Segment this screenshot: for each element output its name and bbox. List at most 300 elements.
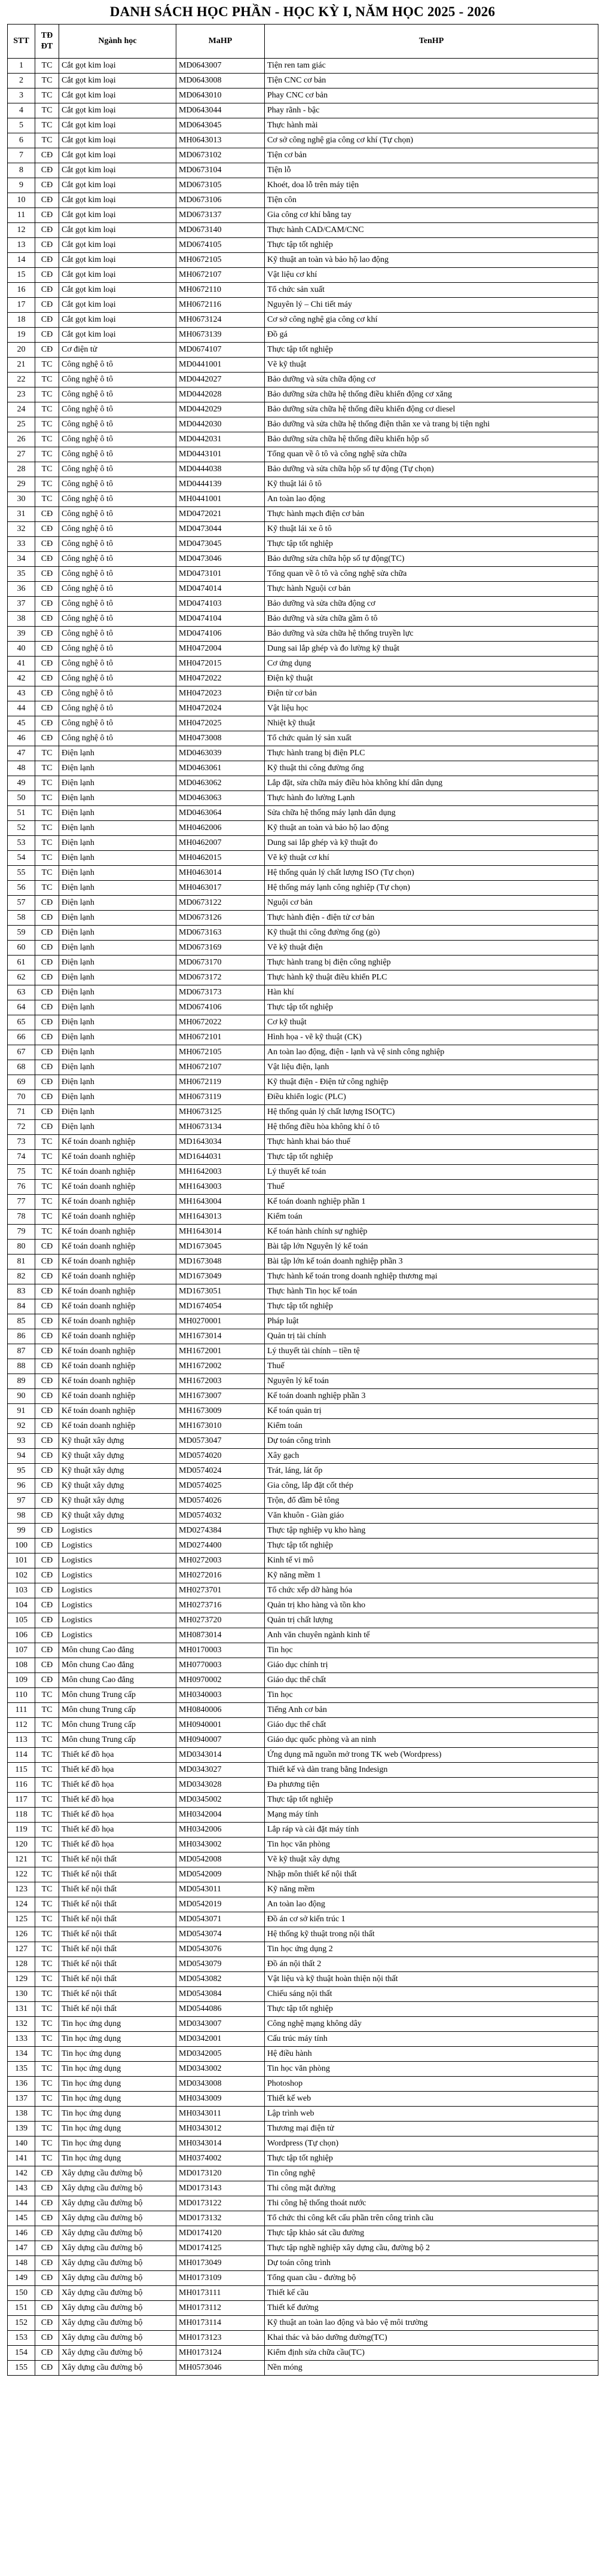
course-name-cell: Thực tập tốt nghiệp xyxy=(265,2151,598,2166)
course-name-cell: Tin học xyxy=(265,1688,598,1703)
major-cell: Công nghệ ô tô xyxy=(59,522,176,537)
major-cell: Công nghệ ô tô xyxy=(59,358,176,373)
major-cell: Điện lạnh xyxy=(59,881,176,896)
course-code-cell: MH0272003 xyxy=(176,1553,265,1568)
course-code-cell: MH1672003 xyxy=(176,1374,265,1389)
level-cell: TC xyxy=(35,2092,59,2107)
level-cell: CĐ xyxy=(35,507,59,522)
course-code-cell: MD0674105 xyxy=(176,238,265,253)
course-name-cell: Tin công nghệ xyxy=(265,2166,598,2181)
course-code-cell: MD0173132 xyxy=(176,2211,265,2226)
course-name-cell: Lắp ráp và cài đặt máy tính xyxy=(265,1823,598,1838)
course-code-cell: MD0673170 xyxy=(176,956,265,970)
level-cell: TC xyxy=(35,1912,59,1927)
table-row xyxy=(8,387,598,402)
course-name-cell: An toàn lao động xyxy=(265,492,598,507)
major-cell: Kế toán doanh nghiệp xyxy=(59,1299,176,1314)
course-code-cell: MD1674054 xyxy=(176,1299,265,1314)
table-row xyxy=(8,1778,598,1793)
major-cell: Công nghệ ô tô xyxy=(59,552,176,567)
table-row xyxy=(8,1509,598,1524)
level-cell: TC xyxy=(35,1927,59,1942)
course-name-cell: Thực tập tốt nghiệp xyxy=(265,537,598,552)
table-row xyxy=(8,2301,598,2316)
major-cell: Công nghệ ô tô xyxy=(59,612,176,627)
level-cell: CĐ xyxy=(35,1284,59,1299)
table-row xyxy=(8,1210,598,1225)
table-row xyxy=(8,1479,598,1494)
stt-cell: 86 xyxy=(8,1329,35,1344)
course-code-cell: MH0273716 xyxy=(176,1598,265,1613)
table-row xyxy=(8,956,598,970)
stt-cell: 151 xyxy=(8,2301,35,2316)
table-row xyxy=(8,881,598,896)
course-code-cell: MH0343011 xyxy=(176,2107,265,2122)
major-cell: Môn chung Trung cấp xyxy=(59,1733,176,1748)
course-name-cell: Thiết kế cầu xyxy=(265,2286,598,2301)
course-code-cell: MD0643007 xyxy=(176,59,265,74)
level-cell: CĐ xyxy=(35,1419,59,1434)
table-row xyxy=(8,268,598,283)
course-code-cell: MH0940007 xyxy=(176,1733,265,1748)
level-cell: TC xyxy=(35,477,59,492)
table-row xyxy=(8,2137,598,2151)
level-cell: TC xyxy=(35,1867,59,1882)
major-cell: Thiết kế nội thất xyxy=(59,2002,176,2017)
table-row xyxy=(8,328,598,343)
level-cell: CĐ xyxy=(35,1598,59,1613)
major-cell: Thiết kế đồ họa xyxy=(59,1748,176,1763)
major-cell: Công nghệ ô tô xyxy=(59,432,176,447)
course-code-cell: MH0173124 xyxy=(176,2346,265,2361)
major-cell: Kỹ thuật xây dựng xyxy=(59,1494,176,1509)
course-code-cell: MH0672101 xyxy=(176,1030,265,1045)
level-cell: TC xyxy=(35,402,59,417)
stt-cell: 136 xyxy=(8,2077,35,2092)
stt-cell: 18 xyxy=(8,313,35,328)
stt-cell: 13 xyxy=(8,238,35,253)
course-code-cell: MD0442027 xyxy=(176,373,265,387)
course-name-cell: Văn khuôn - Giàn giáo xyxy=(265,1509,598,1524)
stt-cell: 31 xyxy=(8,507,35,522)
major-cell: Cắt gọt kim loại xyxy=(59,133,176,148)
course-name-cell: Quản trị tài chính xyxy=(265,1329,598,1344)
major-cell: Thiết kế đồ họa xyxy=(59,1823,176,1838)
table-row xyxy=(8,118,598,133)
level-cell: TC xyxy=(35,1823,59,1838)
stt-cell: 80 xyxy=(8,1240,35,1255)
table-row xyxy=(8,926,598,941)
course-name-cell: Tiện ren tam giác xyxy=(265,59,598,74)
course-code-cell: MH1673014 xyxy=(176,1329,265,1344)
course-name-cell: Kiểm toán xyxy=(265,1419,598,1434)
level-cell: CĐ xyxy=(35,1105,59,1120)
major-cell: Cắt gọt kim loại xyxy=(59,193,176,208)
level-cell: CĐ xyxy=(35,1553,59,1568)
table-row xyxy=(8,612,598,627)
course-code-cell: MD0473044 xyxy=(176,522,265,537)
level-cell: CĐ xyxy=(35,1509,59,1524)
stt-cell: 124 xyxy=(8,1897,35,1912)
table-row xyxy=(8,1494,598,1509)
course-name-cell: Dung sai lắp ghép và kỹ thuật đo xyxy=(265,836,598,851)
level-cell: CĐ xyxy=(35,208,59,223)
major-cell: Thiết kế nội thất xyxy=(59,1912,176,1927)
table-row xyxy=(8,59,598,74)
stt-cell: 150 xyxy=(8,2286,35,2301)
stt-cell: 140 xyxy=(8,2137,35,2151)
course-code-cell: MD0472021 xyxy=(176,507,265,522)
major-cell: Logistics xyxy=(59,1628,176,1643)
table-row xyxy=(8,1838,598,1852)
stt-cell: 113 xyxy=(8,1733,35,1748)
major-cell: Tin học ứng dụng xyxy=(59,2077,176,2092)
course-code-cell: MH0342006 xyxy=(176,1823,265,1838)
course-name-cell: Giáo dục thể chất xyxy=(265,1718,598,1733)
course-name-cell: Vật liệu và kỹ thuật hoàn thiện nội thất xyxy=(265,1972,598,1987)
course-code-cell: MD0463062 xyxy=(176,776,265,791)
table-row xyxy=(8,2271,598,2286)
stt-cell: 36 xyxy=(8,582,35,597)
course-code-cell: MH0673139 xyxy=(176,328,265,343)
table-row xyxy=(8,642,598,657)
course-code-cell: MD0673172 xyxy=(176,970,265,985)
major-cell: Công nghệ ô tô xyxy=(59,657,176,672)
stt-cell: 39 xyxy=(8,627,35,642)
course-name-cell: Kế toán doanh nghiệp phần 3 xyxy=(265,1389,598,1404)
course-name-cell: Kỹ thuật lái ô tô xyxy=(265,477,598,492)
major-cell: Điện lạnh xyxy=(59,1120,176,1135)
stt-cell: 142 xyxy=(8,2166,35,2181)
major-cell: Xây dựng cầu đường bộ xyxy=(59,2241,176,2256)
stt-cell: 38 xyxy=(8,612,35,627)
course-name-cell: Thương mại điện tử xyxy=(265,2122,598,2137)
course-code-cell: MD0473101 xyxy=(176,567,265,582)
level-cell: TC xyxy=(35,1942,59,1957)
course-code-cell: MH0672022 xyxy=(176,1015,265,1030)
course-name-cell: Nền móng xyxy=(265,2361,598,2376)
table-row xyxy=(8,1987,598,2002)
stt-cell: 28 xyxy=(8,462,35,477)
major-cell: Cắt gọt kim loại xyxy=(59,208,176,223)
level-cell: CĐ xyxy=(35,597,59,612)
course-name-cell: Thực tập tốt nghiệp xyxy=(265,1299,598,1314)
course-code-cell: MD0543084 xyxy=(176,1987,265,2002)
level-cell: TC xyxy=(35,1808,59,1823)
stt-cell: 119 xyxy=(8,1823,35,1838)
table-row xyxy=(8,1284,598,1299)
course-name-cell: Photoshop xyxy=(265,2077,598,2092)
course-code-cell: MD0343028 xyxy=(176,1778,265,1793)
major-cell: Thiết kế nội thất xyxy=(59,1942,176,1957)
table-row xyxy=(8,417,598,432)
level-cell: CĐ xyxy=(35,1464,59,1479)
course-name-cell: Kỹ năng mềm xyxy=(265,1882,598,1897)
table-row xyxy=(8,1568,598,1583)
major-cell: Điện lạnh xyxy=(59,761,176,776)
course-name-cell: Kỹ thuật thi công đường ống xyxy=(265,761,598,776)
course-code-cell: MH0270001 xyxy=(176,1314,265,1329)
stt-cell: 12 xyxy=(8,223,35,238)
course-code-cell: MD0174120 xyxy=(176,2226,265,2241)
level-cell: TC xyxy=(35,1225,59,1240)
table-row xyxy=(8,1688,598,1703)
course-name-cell: Pháp luật xyxy=(265,1314,598,1329)
major-cell: Kế toán doanh nghiệp xyxy=(59,1255,176,1269)
course-code-cell: MD0474103 xyxy=(176,597,265,612)
level-cell: CĐ xyxy=(35,1568,59,1583)
major-cell: Điện lạnh xyxy=(59,985,176,1000)
stt-cell: 134 xyxy=(8,2047,35,2062)
course-name-cell: Thực hành khai báo thuế xyxy=(265,1135,598,1150)
stt-cell: 120 xyxy=(8,1838,35,1852)
table-row xyxy=(8,1419,598,1434)
level-cell: TC xyxy=(35,1778,59,1793)
table-row xyxy=(8,103,598,118)
table-row xyxy=(8,1389,598,1404)
table-row xyxy=(8,896,598,911)
major-cell: Cắt gọt kim loại xyxy=(59,268,176,283)
major-cell: Xây dựng cầu đường bộ xyxy=(59,2226,176,2241)
major-cell: Công nghệ ô tô xyxy=(59,387,176,402)
major-cell: Kế toán doanh nghiệp xyxy=(59,1389,176,1404)
course-name-cell: Tiện côn xyxy=(265,193,598,208)
course-name-cell: Công nghệ mạng không dây xyxy=(265,2017,598,2032)
major-cell: Điện lạnh xyxy=(59,1030,176,1045)
course-name-cell: Bảo dưỡng và sửa chữa hệ thống điện thân xe và trang bị tiện nghi xyxy=(265,417,598,432)
table-row xyxy=(8,2002,598,2017)
stt-cell: 24 xyxy=(8,402,35,417)
table-row xyxy=(8,477,598,492)
course-code-cell: MH0672116 xyxy=(176,298,265,313)
major-cell: Điện lạnh xyxy=(59,776,176,791)
level-cell: CĐ xyxy=(35,537,59,552)
course-name-cell: Gia công cơ khí bằng tay xyxy=(265,208,598,223)
stt-cell: 131 xyxy=(8,2002,35,2017)
table-row xyxy=(8,253,598,268)
course-name-cell: Thực tập tốt nghiệp xyxy=(265,2002,598,2017)
major-cell: Thiết kế đồ họa xyxy=(59,1808,176,1823)
level-cell: CĐ xyxy=(35,1404,59,1419)
major-cell: Điện lạnh xyxy=(59,851,176,866)
course-code-cell: MH0672110 xyxy=(176,283,265,298)
header-stt: STT xyxy=(8,25,35,59)
stt-cell: 105 xyxy=(8,1613,35,1628)
course-code-cell: MD0343014 xyxy=(176,1748,265,1763)
level-cell: CĐ xyxy=(35,1449,59,1464)
level-cell: CĐ xyxy=(35,686,59,701)
table-row xyxy=(8,1015,598,1030)
course-name-cell: Thi công mặt đường xyxy=(265,2181,598,2196)
table-row xyxy=(8,1748,598,1763)
course-code-cell: MH0673125 xyxy=(176,1105,265,1120)
table-row xyxy=(8,1658,598,1673)
course-name-cell: Thiết kế web xyxy=(265,2092,598,2107)
course-code-cell: MD0345002 xyxy=(176,1793,265,1808)
major-cell: Cắt gọt kim loại xyxy=(59,88,176,103)
stt-cell: 125 xyxy=(8,1912,35,1927)
stt-cell: 88 xyxy=(8,1359,35,1374)
course-name-cell: Nguyên lý kế toán xyxy=(265,1374,598,1389)
course-code-cell: MH0573046 xyxy=(176,2361,265,2376)
major-cell: Kỹ thuật xây dựng xyxy=(59,1449,176,1464)
course-code-cell: MD0543076 xyxy=(176,1942,265,1957)
table-row xyxy=(8,2316,598,2331)
course-name-cell: Đồ án cơ sở kiến trúc 1 xyxy=(265,1912,598,1927)
major-cell: Kỹ thuật xây dựng xyxy=(59,1464,176,1479)
course-name-cell: Bảo dưỡng và sửa chữa hộp số tự động (Tự chọn) xyxy=(265,462,598,477)
stt-cell: 70 xyxy=(8,1090,35,1105)
course-code-cell: MD0574026 xyxy=(176,1494,265,1509)
stt-cell: 102 xyxy=(8,1568,35,1583)
stt-cell: 129 xyxy=(8,1972,35,1987)
table-row xyxy=(8,1897,598,1912)
course-code-cell: MD0673137 xyxy=(176,208,265,223)
stt-cell: 108 xyxy=(8,1658,35,1673)
stt-cell: 77 xyxy=(8,1195,35,1210)
major-cell: Cắt gọt kim loại xyxy=(59,163,176,178)
level-cell: CĐ xyxy=(35,1000,59,1015)
course-name-cell: Kỹ thuật điện - Điện tử công nghiệp xyxy=(265,1075,598,1090)
table-row xyxy=(8,432,598,447)
major-cell: Điện lạnh xyxy=(59,1090,176,1105)
major-cell: Công nghệ ô tô xyxy=(59,447,176,462)
course-name-cell: Trộn, đổ đầm bê tông xyxy=(265,1494,598,1509)
major-cell: Công nghệ ô tô xyxy=(59,477,176,492)
course-name-cell: Thực hành CAD/CAM/CNC xyxy=(265,223,598,238)
level-cell: CĐ xyxy=(35,2226,59,2241)
level-cell: CĐ xyxy=(35,1494,59,1509)
table-row xyxy=(8,133,598,148)
course-name-cell: Tin học văn phòng xyxy=(265,1838,598,1852)
course-name-cell: Cơ sở công nghệ gia công cơ khí xyxy=(265,313,598,328)
table-row xyxy=(8,2047,598,2062)
level-cell: TC xyxy=(35,2107,59,2122)
level-cell: TC xyxy=(35,776,59,791)
stt-cell: 66 xyxy=(8,1030,35,1045)
course-name-cell: Tiện CNC cơ bản xyxy=(265,74,598,88)
level-cell: TC xyxy=(35,2047,59,2062)
stt-cell: 45 xyxy=(8,716,35,731)
stt-cell: 35 xyxy=(8,567,35,582)
course-code-cell: MH0462007 xyxy=(176,836,265,851)
stt-cell: 147 xyxy=(8,2241,35,2256)
major-cell: Điện lạnh xyxy=(59,1015,176,1030)
table-row xyxy=(8,1180,598,1195)
course-code-cell: MH0463014 xyxy=(176,866,265,881)
course-code-cell: MH0173123 xyxy=(176,2331,265,2346)
course-name-cell: Vật liệu cơ khí xyxy=(265,268,598,283)
level-cell: CĐ xyxy=(35,1583,59,1598)
stt-cell: 112 xyxy=(8,1718,35,1733)
course-name-cell: Cơ sở công nghệ gia công cơ khí (Tự chọn) xyxy=(265,133,598,148)
table-row xyxy=(8,911,598,926)
level-cell: TC xyxy=(35,1195,59,1210)
level-cell: CĐ xyxy=(35,1240,59,1255)
table-row xyxy=(8,1344,598,1359)
course-code-cell: MH0472024 xyxy=(176,701,265,716)
course-name-cell: Hệ thống quản lý chất lượng ISO(TC) xyxy=(265,1105,598,1120)
course-code-cell: MH0673134 xyxy=(176,1120,265,1135)
table-row xyxy=(8,163,598,178)
stt-cell: 109 xyxy=(8,1673,35,1688)
major-cell: Kế toán doanh nghiệp xyxy=(59,1225,176,1240)
stt-cell: 93 xyxy=(8,1434,35,1449)
level-cell: TC xyxy=(35,791,59,806)
major-cell: Xây dựng cầu đường bộ xyxy=(59,2256,176,2271)
course-code-cell: MD0463063 xyxy=(176,791,265,806)
level-cell: TC xyxy=(35,447,59,462)
course-code-cell: MD0643008 xyxy=(176,74,265,88)
table-row xyxy=(8,716,598,731)
stt-cell: 1 xyxy=(8,59,35,74)
stt-cell: 65 xyxy=(8,1015,35,1030)
course-name-cell: Vật liệu điện, lạnh xyxy=(265,1060,598,1075)
level-cell: TC xyxy=(35,417,59,432)
course-name-cell: Nguyên lý – Chi tiết máy xyxy=(265,298,598,313)
table-row xyxy=(8,1882,598,1897)
course-code-cell: MD0174125 xyxy=(176,2241,265,2256)
course-code-cell: MD0443101 xyxy=(176,447,265,462)
course-name-cell: Tổ chức quản lý sản xuất xyxy=(265,731,598,746)
major-cell: Điện lạnh xyxy=(59,956,176,970)
major-cell: Công nghệ ô tô xyxy=(59,716,176,731)
course-name-cell: Khai thác và bảo dưỡng đường(TC) xyxy=(265,2331,598,2346)
level-cell: CĐ xyxy=(35,223,59,238)
level-cell: CĐ xyxy=(35,2301,59,2316)
stt-cell: 68 xyxy=(8,1060,35,1075)
level-cell: TC xyxy=(35,821,59,836)
course-code-cell: MH1643013 xyxy=(176,1210,265,1225)
stt-cell: 49 xyxy=(8,776,35,791)
course-code-cell: MD0442031 xyxy=(176,432,265,447)
major-cell: Kế toán doanh nghiệp xyxy=(59,1165,176,1180)
table-row xyxy=(8,522,598,537)
course-code-cell: MD0463061 xyxy=(176,761,265,776)
level-cell: CĐ xyxy=(35,911,59,926)
table-row xyxy=(8,1105,598,1120)
level-cell: CĐ xyxy=(35,343,59,358)
course-name-cell: Thực tập tốt nghiệp xyxy=(265,1793,598,1808)
major-cell: Công nghệ ô tô xyxy=(59,417,176,432)
stt-cell: 115 xyxy=(8,1763,35,1778)
table-row xyxy=(8,2017,598,2032)
table-row xyxy=(8,2092,598,2107)
major-cell: Cắt gọt kim loại xyxy=(59,253,176,268)
level-cell: TC xyxy=(35,1210,59,1225)
major-cell: Cắt gọt kim loại xyxy=(59,328,176,343)
course-code-cell: MD0643045 xyxy=(176,118,265,133)
course-name-cell: Tổ chức xếp dỡ hàng hóa xyxy=(265,1583,598,1598)
stt-cell: 118 xyxy=(8,1808,35,1823)
course-code-cell: MD0544086 xyxy=(176,2002,265,2017)
level-cell: TC xyxy=(35,1763,59,1778)
level-cell: CĐ xyxy=(35,298,59,313)
course-code-cell: MH0374002 xyxy=(176,2151,265,2166)
course-code-cell: MD0463039 xyxy=(176,746,265,761)
course-name-cell: Bảo dưỡng và sửa chữa động cơ xyxy=(265,597,598,612)
stt-cell: 61 xyxy=(8,956,35,970)
level-cell: CĐ xyxy=(35,238,59,253)
major-cell: Tin học ứng dụng xyxy=(59,2122,176,2137)
level-cell: CĐ xyxy=(35,1075,59,1090)
major-cell: Điện lạnh xyxy=(59,1000,176,1015)
major-cell: Kế toán doanh nghiệp xyxy=(59,1359,176,1374)
major-cell: Cắt gọt kim loại xyxy=(59,313,176,328)
course-name-cell: Tổng quan về ô tô và công nghệ sửa chữa xyxy=(265,567,598,582)
course-name-cell: Thực tập nghiệp vụ kho hàng xyxy=(265,1524,598,1539)
course-code-cell: MH0173109 xyxy=(176,2271,265,2286)
